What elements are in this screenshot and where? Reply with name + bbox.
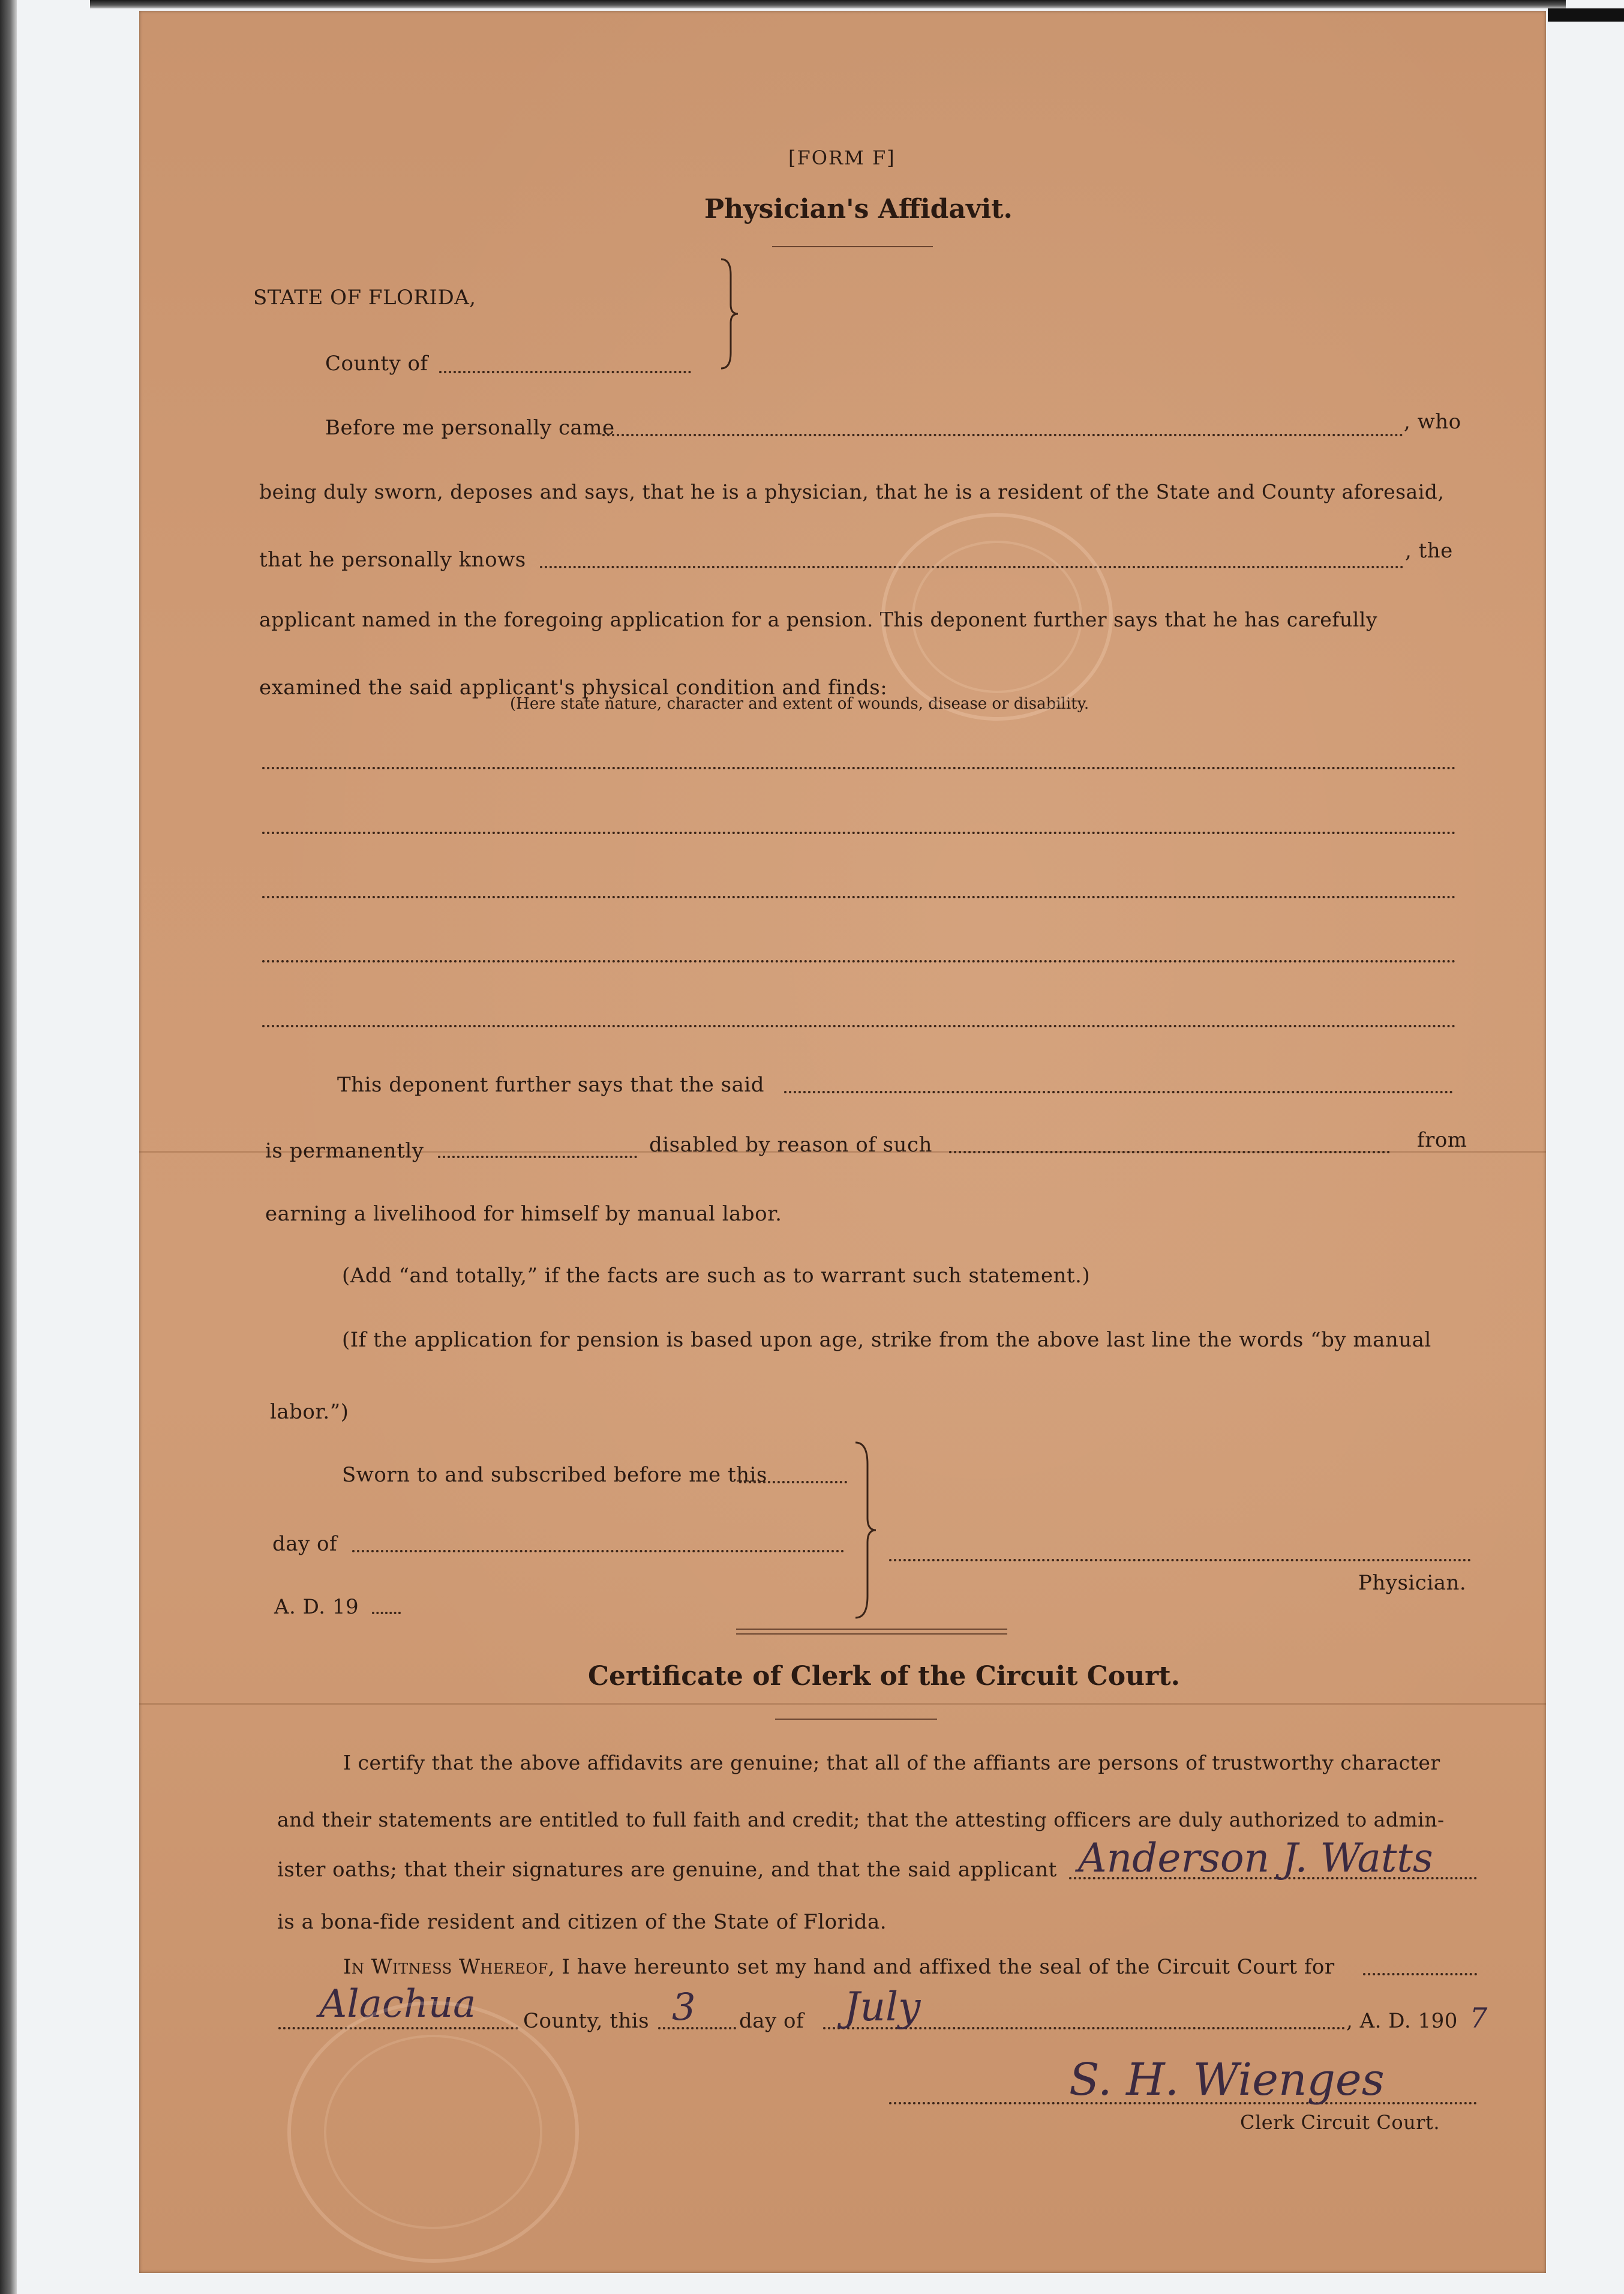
clerk-label: Clerk Circuit Court. bbox=[1240, 2111, 1440, 2134]
certificate-line-4: is a bona-fide resident and citizen of the State of Florida. bbox=[277, 1910, 887, 1934]
disability-blank bbox=[949, 1151, 1390, 1153]
findings-blank-3 bbox=[262, 896, 1456, 898]
who-label: , who bbox=[1404, 410, 1461, 434]
deponent-name-blank bbox=[602, 434, 1403, 436]
form-label: [FORM F] bbox=[788, 146, 896, 169]
findings-blank-1 bbox=[262, 767, 1456, 769]
before-me-label: Before me personally came bbox=[325, 416, 615, 440]
cert-day-of-label: day of bbox=[739, 2009, 805, 2033]
physician-label: Physician. bbox=[1358, 1571, 1467, 1595]
page-title: Physician's Affidavit. bbox=[704, 194, 1013, 224]
sworn-to-label: Sworn to and subscribed before me this bbox=[342, 1463, 767, 1487]
document-page bbox=[139, 11, 1546, 2273]
county-blank bbox=[439, 371, 691, 373]
from-label: from bbox=[1417, 1128, 1467, 1152]
examined-line: examined the said applicant's physical condition and finds: bbox=[259, 676, 888, 700]
sworn-month-blank bbox=[352, 1550, 844, 1552]
day-handwritten: 3 bbox=[672, 1985, 696, 2029]
scanner-edge-left bbox=[0, 0, 17, 2294]
county-label: County of bbox=[325, 352, 428, 376]
certificate-line-3: ister oaths; that their signatures are genuine, and that the said applicant bbox=[277, 1858, 1057, 1882]
earning-line: earning a livelihood for himself by manual labor. bbox=[265, 1202, 782, 1226]
county-handwritten: Alachua bbox=[319, 1982, 476, 2026]
applicant-line: applicant named in the foregoing application for a pension. This deponent further says that he has carefully bbox=[259, 608, 1377, 631]
findings-blank-4 bbox=[262, 960, 1456, 962]
embossed-seal bbox=[871, 503, 1123, 731]
sworn-line: being duly sworn, deposes and says, that he is a physician, that he is a resident of the State and County aforesaid, bbox=[259, 480, 1445, 503]
findings-blank-5 bbox=[262, 1025, 1456, 1027]
court-for-blank bbox=[1363, 1973, 1477, 1975]
the-label: , the bbox=[1405, 539, 1453, 563]
state-label: STATE OF FLORIDA, bbox=[253, 286, 476, 310]
physician-signature-blank bbox=[889, 1559, 1471, 1561]
fold-crease bbox=[139, 1703, 1546, 1705]
permanently-label: is permanently bbox=[265, 1139, 424, 1163]
title-underline bbox=[772, 246, 933, 247]
further-says-label: This deponent further says that the said bbox=[337, 1073, 765, 1097]
witness-rest: I have hereunto set my hand and affixed the seal of the Circuit Court for bbox=[562, 1955, 1335, 1979]
certificate-title: Certificate of Clerk of the Circuit Court. bbox=[588, 1661, 1180, 1692]
disabled-label: disabled by reason of such bbox=[649, 1133, 932, 1157]
clerk-signature: S. H. Wienges bbox=[1069, 2054, 1385, 2106]
county-this-label: County, this bbox=[523, 2009, 650, 2033]
add-totally-note: (Add “and totally,” if the facts are such as to warrant such statement.) bbox=[342, 1264, 1091, 1288]
witness-whereof: In Witness Whereof, bbox=[343, 1955, 556, 1979]
day-blank bbox=[658, 2027, 736, 2029]
scanner-edge-right bbox=[1548, 8, 1624, 22]
certificate-line-1: I certify that the above affidavits are genuine; that all of the affiants are persons of trustworthy character bbox=[343, 1751, 1440, 1774]
month-handwritten: July bbox=[844, 1984, 921, 2030]
year-digit-handwritten: 7 bbox=[1470, 2002, 1488, 2034]
certificate-line-2: and their statements are entitled to full faith and credit; that the attesting officers are duly authorized to admin- bbox=[277, 1808, 1445, 1831]
day-of-label: day of bbox=[272, 1532, 338, 1556]
section-divider bbox=[736, 1629, 1007, 1635]
state-county-brace bbox=[716, 257, 740, 371]
ad-year-blank bbox=[372, 1612, 401, 1614]
certificate-title-underline bbox=[775, 1719, 937, 1720]
ad-label: A. D. 19 bbox=[274, 1595, 359, 1619]
sworn-day-blank bbox=[739, 1481, 847, 1483]
sworn-brace bbox=[852, 1440, 878, 1620]
if-age-note: (If the application for pension is based upon age, strike from the above last line the words “by manual bbox=[342, 1328, 1431, 1352]
labor-note: labor.”) bbox=[270, 1400, 349, 1424]
embossed-seal bbox=[277, 1991, 589, 2273]
findings-blank-2 bbox=[262, 832, 1456, 834]
permanently-blank bbox=[438, 1156, 637, 1158]
here-state-note: (Here state nature, character and extent of wounds, disease or disability. bbox=[510, 695, 1089, 713]
scanner-edge-top bbox=[90, 0, 1566, 8]
knows-label: that he personally knows bbox=[259, 548, 526, 572]
witness-line bbox=[343, 1955, 1335, 1979]
ad-year-label: , A. D. 190 bbox=[1346, 2009, 1458, 2033]
applicant-signature: Anderson J. Watts bbox=[1078, 1835, 1433, 1881]
said-name-blank bbox=[784, 1091, 1453, 1093]
